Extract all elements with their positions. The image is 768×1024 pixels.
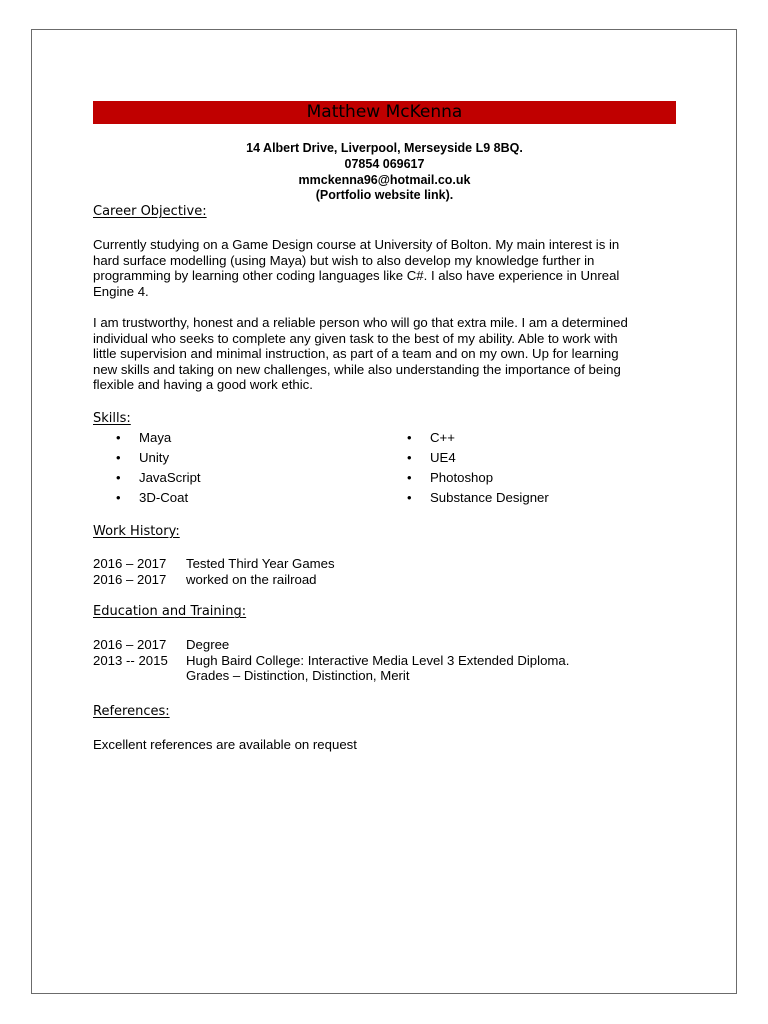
entry-text: worked on the railroad	[186, 572, 317, 587]
skill-item: • 3D-Coat	[116, 488, 201, 508]
skill-item: • Photoshop	[407, 468, 549, 488]
paragraph-line: new skills and taking on new challenges, while also understanding the importance of being	[93, 361, 621, 377]
skill-item: • JavaScript	[116, 468, 201, 488]
education-grades	[93, 668, 410, 684]
references-text: Excellent references are available on request	[93, 737, 357, 752]
entry-text: Tested Third Year Games	[186, 556, 335, 571]
education-heading: Education and Training:	[93, 604, 247, 619]
career-objective-paragraph-2	[93, 315, 683, 393]
skill-item: • Maya	[116, 428, 201, 448]
paragraph-line: little supervision and minimal instruction, as part of a team and on my own. Up for learning	[93, 346, 619, 362]
education-entry	[93, 637, 229, 653]
skill-item: • Unity	[116, 448, 201, 468]
phone-number: 07854 069617	[344, 156, 425, 171]
career-objective-paragraph-1	[93, 237, 683, 299]
paragraph-line: hard surface modelling (using Maya) but wish to also develop my knowledge further in	[93, 252, 595, 268]
skill-item: • C++	[407, 428, 549, 448]
entry-text: Hugh Baird College: Interactive Media Level 3 Extended Diploma.	[186, 653, 570, 668]
address: 14 Albert Drive, Liverpool, Merseyside L9 8BQ.	[246, 141, 523, 155]
applicant-name: Matthew McKenna	[306, 102, 463, 122]
paragraph-line: flexible and having a good work ethic.	[93, 377, 313, 393]
paragraph-line: individual who seeks to complete any given task to the best of my ability. Able to work with	[93, 330, 618, 346]
entry-date: 2016 – 2017	[93, 556, 167, 571]
paragraph-line: programming by learning other coding languages like C#. I also have experience in Unreal	[93, 268, 620, 284]
skills-heading: Skills:	[93, 411, 131, 426]
work-history-entry	[93, 556, 335, 572]
portfolio-link[interactable]: (Portfolio website link).	[315, 188, 454, 203]
entry-date: 2013 -- 2015	[93, 653, 168, 668]
references-heading: References:	[93, 704, 170, 719]
paragraph-line: Engine 4.	[93, 283, 149, 299]
entry-date: 2016 – 2017	[93, 637, 167, 652]
paragraph-line: Currently studying on a Game Design course at University of Bolton. My main interest is in	[93, 237, 620, 252]
skills-list-left	[116, 428, 201, 508]
grades-text: Grades – Distinction, Distinction, Merit	[186, 668, 410, 683]
skill-item: • Substance Designer	[407, 488, 549, 508]
email-address: mmckenna96@hotmail.co.uk	[298, 172, 471, 187]
education-entry	[93, 653, 569, 669]
work-history-heading: Work History:	[93, 524, 180, 539]
skills-list-right	[407, 428, 549, 508]
name-banner	[93, 101, 676, 124]
work-history-entry	[93, 572, 316, 588]
entry-date: 2016 – 2017	[93, 572, 167, 587]
skill-item: • UE4	[407, 448, 549, 468]
contact-block	[93, 141, 676, 204]
entry-text: Degree	[186, 637, 230, 652]
career-objective-heading: Career Objective:	[93, 204, 207, 219]
paragraph-line: I am trustworthy, honest and a reliable person who will go that extra mile. I am a determined	[93, 315, 628, 330]
